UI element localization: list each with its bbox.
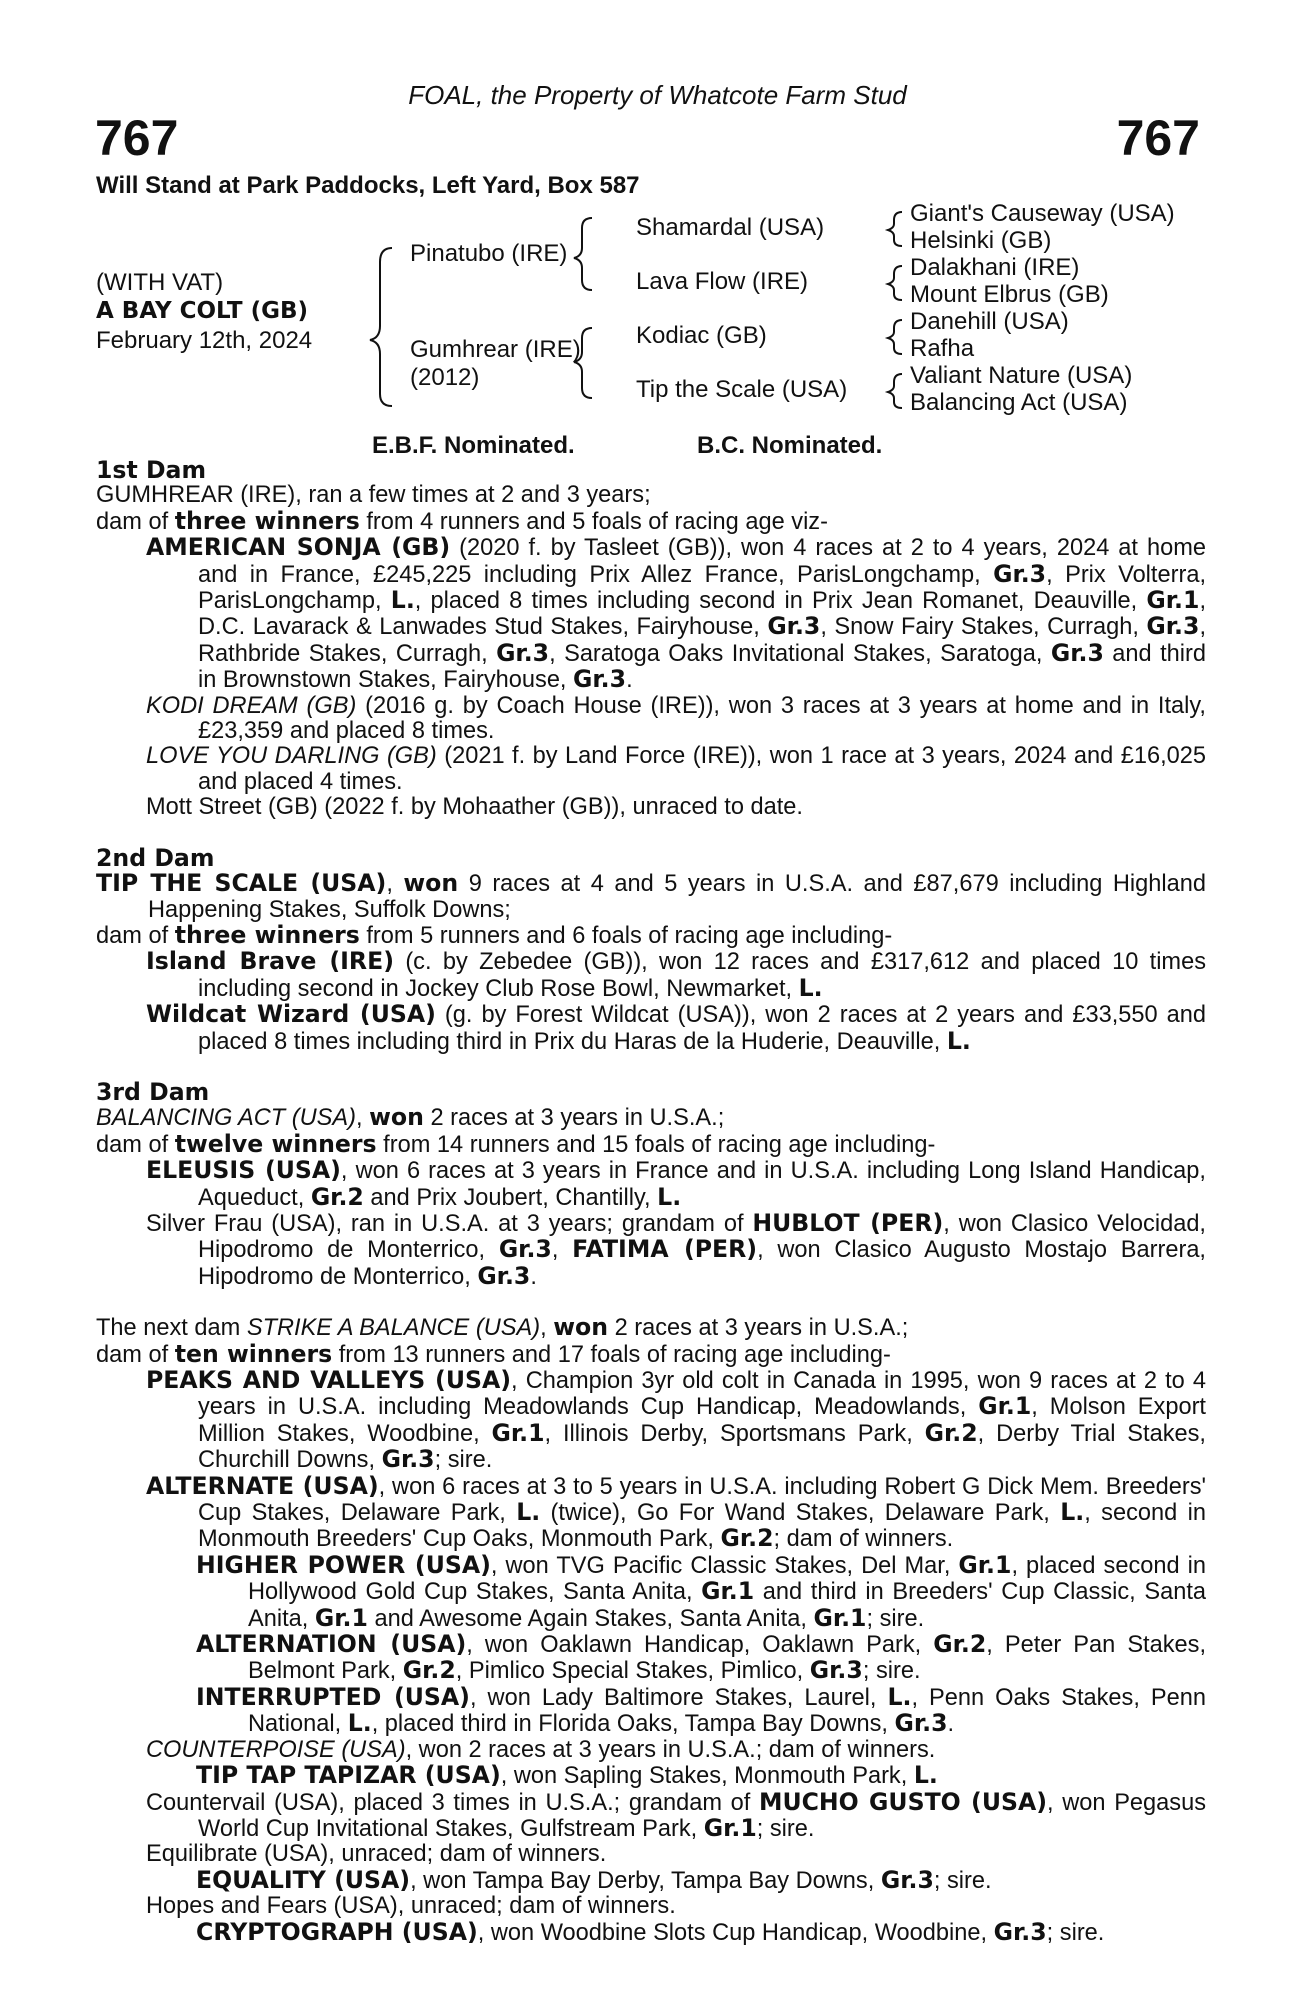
- text: (2020 f. by Tasleet (GB)), won 4 races at 2 to 4 years, 2024 at home and in France, £245,225 including Prix Allez France, ParisLongchamp,: [198, 535, 1206, 588]
- text: Mott Street (GB) (2022 f. by Mohaather (GB)), unraced to date.: [146, 794, 803, 821]
- text: , placed second in Hollywood Gold Cup Stakes, Santa Anita,: [248, 1552, 1206, 1606]
- entry-line: [96, 795, 1206, 820]
- text: , second in Monmouth Breeders' Cup Oaks, Monmouth Park,: [198, 1500, 1206, 1553]
- bold-text: Gr.3: [573, 665, 627, 694]
- text: , Prix Volterra, ParisLongchamp,: [198, 561, 1206, 615]
- bold-text: HUBLOT (PER): [752, 1208, 944, 1237]
- text: , Pimlico Special Stakes, Pimlico,: [455, 1658, 810, 1685]
- bold-text: L.: [390, 586, 415, 615]
- entry-line: [96, 1787, 1207, 1843]
- section-gap: [96, 821, 1206, 846]
- bold-text: three winners: [174, 920, 360, 949]
- text: , won Oaklawn Handicap, Oaklawn Park,: [466, 1632, 934, 1659]
- text: , Champion 3yr old colt in Canada in 1995, won 9 races at 2 to 4 years in U.S.A. including Meadowlands Cup Handicap, Meadowlands,: [198, 1368, 1206, 1421]
- bold-text: Gr.1: [1146, 586, 1200, 615]
- bold-text: Gr.1: [491, 1418, 545, 1447]
- entry-line: [96, 871, 1206, 923]
- text: Silver Frau (USA), ran in U.S.A. at 3 years; grandam of: [146, 1210, 753, 1237]
- lot-number-left: 767: [95, 110, 179, 166]
- italic-text: BALANCING ACT (USA): [96, 1105, 357, 1132]
- text: GUMHREAR (IRE), ran a few times at 2 and 3 years;: [96, 482, 651, 509]
- grandsire-5: Danehill (USA): [910, 308, 1069, 335]
- bold-text: won: [369, 1103, 424, 1132]
- italic-text: LOVE YOU DARLING (GB): [146, 743, 437, 770]
- dam-dam: Tip the Scale (USA): [636, 376, 848, 403]
- bold-text: Gr.3: [809, 1656, 863, 1685]
- bold-text: L.: [347, 1709, 372, 1738]
- text: , Derby Trial Stakes, Churchill Downs,: [198, 1420, 1206, 1474]
- text: , won Woodbine Slots Cup Handicap, Woodbine,: [477, 1919, 994, 1946]
- stabling-location: Will Stand at Park Paddocks, Left Yard, Box 587: [96, 172, 640, 199]
- bold-text: ELEUSIS (USA): [146, 1156, 341, 1185]
- bold-text: L.: [946, 1026, 971, 1055]
- text: (2016 g. by Coach House (IRE)), won 3 races at 3 years at home and in Italy, £23,359 and placed 8 times.: [198, 692, 1206, 745]
- bold-text: Gr.3: [1146, 612, 1200, 641]
- bold-text: INTERRUPTED (USA): [196, 1682, 470, 1711]
- bold-text: L.: [798, 973, 823, 1002]
- text: from 13 runners and 17 foals of racing age including-: [332, 1341, 891, 1368]
- text: ,: [386, 871, 404, 898]
- grandsire-2: Helsinki (GB): [910, 227, 1052, 254]
- entry-line: [96, 920, 1206, 949]
- text: ; sire.: [756, 1815, 815, 1842]
- foaling-date: February 12th, 2024: [96, 327, 313, 354]
- grandsire-7: Valiant Nature (USA): [910, 362, 1133, 389]
- text: ; sire.: [862, 1658, 921, 1685]
- bold-text: L.: [887, 1682, 912, 1711]
- section-gap: [96, 1055, 1206, 1080]
- horse-name: A BAY COLT (GB): [96, 298, 309, 324]
- entry-line: [96, 1763, 1206, 1789]
- bold-text: ten winners: [174, 1339, 333, 1368]
- text: ; sire.: [434, 1447, 493, 1474]
- text: and Prix Joubert, Chantilly,: [363, 1184, 658, 1211]
- bold-text: Gr.3: [477, 1261, 531, 1290]
- bold-text: Wildcat Wizard (USA): [146, 1000, 436, 1029]
- text: , won Clasico Velocidad, Hipodromo de Monterrico,: [198, 1210, 1206, 1264]
- text: .: [626, 667, 633, 694]
- entry-line: [96, 1339, 1206, 1368]
- entry-line: [96, 1550, 1206, 1632]
- entry-line: [96, 1842, 1206, 1867]
- text: , won TVG Pacific Classic Stakes, Del Mar,: [490, 1552, 959, 1579]
- text: (twice), Go For Wand Stakes, Delaware Park,: [540, 1500, 1061, 1527]
- entry-line: [96, 483, 1206, 508]
- bold-text: Gr.3: [381, 1445, 435, 1474]
- bold-text: Gr.1: [958, 1550, 1012, 1579]
- grandsire-3: Dalakhani (IRE): [910, 254, 1080, 281]
- text: Equilibrate (USA), unraced; dam of winners.: [146, 1841, 607, 1868]
- bold-text: three winners: [174, 506, 360, 535]
- text: , won 6 races at 3 to 5 years in U.S.A. including Robert G Dick Mem. Breeders' Cup Stakes, Delaware Park,: [198, 1473, 1207, 1527]
- text: , won 6 races at 3 years in France and in U.S.A. including Long Island Handicap, Aqueduct,: [198, 1158, 1206, 1211]
- text: , placed 8 times including second in Prix Jean Romanet, Deauville,: [414, 588, 1147, 615]
- sire: Pinatubo (IRE): [410, 240, 568, 267]
- entry-line: [96, 1105, 1206, 1131]
- dam: Gumhrear (IRE): [410, 336, 581, 363]
- text: , Penn Oaks Stakes, Penn National,: [248, 1684, 1206, 1738]
- bold-text: Gr.3: [880, 1865, 934, 1894]
- text: ; dam of winners.: [773, 1526, 954, 1553]
- text: , Snow Fairy Stakes, Curragh,: [820, 614, 1147, 641]
- dam-sire: Kodiac (GB): [636, 322, 767, 349]
- bold-text: Gr.3: [993, 559, 1047, 588]
- bold-text: Gr.2: [310, 1182, 364, 1211]
- bold-text: ALTERNATION (USA): [196, 1630, 467, 1659]
- text: , won Lady Baltimore Stakes, Laurel,: [469, 1684, 888, 1711]
- text: , won Pegasus World Cup Invitational Stakes, Gulfstream Park,: [198, 1789, 1207, 1842]
- lot-number-right: 767: [1116, 110, 1200, 166]
- section-heading: 1st Dam: [96, 456, 207, 484]
- text: dam of: [96, 1341, 175, 1368]
- text: 9 races at 4 and 5 years in U.S.A. and £87,679 including Highland Happening Stakes, Suffolk Downs;: [148, 871, 1206, 923]
- bold-text: Gr.2: [933, 1630, 987, 1659]
- text: from 4 runners and 5 foals of racing age viz-: [359, 508, 828, 535]
- text: , won Tampa Bay Derby, Tampa Bay Downs,: [410, 1867, 881, 1894]
- text: ; sire.: [1046, 1919, 1105, 1946]
- text: (g. by Forest Wildcat (USA)), won 2 races at 2 years and £33,550 and placed 8 times including third in Prix du Haras de la Huderie, Deauville,: [198, 1002, 1206, 1055]
- bold-text: L.: [1060, 1498, 1085, 1527]
- bold-text: Gr.1: [813, 1603, 867, 1632]
- entry-line: [96, 744, 1206, 795]
- entry-line: [96, 1894, 1206, 1919]
- dam-year: (2012): [410, 364, 480, 391]
- text: , won Sapling Stakes, Monmouth Park,: [500, 1763, 914, 1790]
- bold-text: Gr.3: [767, 612, 821, 641]
- text: Hopes and Fears (USA), unraced; dam of winners.: [146, 1893, 676, 1920]
- bold-text: Gr.3: [1050, 638, 1104, 667]
- text: , Molson Export Million Stakes, Woodbine,: [198, 1394, 1206, 1447]
- italic-text: COUNTERPOISE (USA): [146, 1736, 406, 1763]
- entry-line: [96, 535, 1206, 693]
- entry-line: [96, 1368, 1206, 1474]
- entry-line: [96, 1129, 1206, 1158]
- italic-text: KODI DREAM (GB): [146, 692, 357, 719]
- bold-text: FATIMA (PER): [572, 1235, 758, 1264]
- bold-text: ALTERNATE (USA): [146, 1471, 379, 1500]
- bold-text: Gr.1: [701, 1577, 755, 1606]
- text: 2 races at 3 years in U.S.A.;: [423, 1105, 725, 1132]
- text: ; sire.: [866, 1605, 925, 1632]
- entry-line: [96, 694, 1206, 745]
- text: , D.C. Lavarack & Lanwades Stud Stakes, Fairyhouse,: [198, 588, 1206, 641]
- entry-line: [96, 949, 1206, 1002]
- entry-line: [96, 1208, 1206, 1290]
- text: ,: [551, 1237, 573, 1264]
- text: .: [530, 1263, 537, 1290]
- text: (2021 f. by Land Force (IRE)), won 1 race at 3 years, 2024 and £16,025 and placed 4 times.: [198, 743, 1206, 795]
- text: (c. by Zebedee (GB)), won 12 races and £317,612 and placed 10 times including second in Jockey Club Rose Bowl, Newmarket,: [198, 949, 1207, 1002]
- text: ,: [356, 1105, 370, 1132]
- bold-text: Gr.3: [498, 1235, 552, 1264]
- text: , won Clasico Augusto Mostajo Barrera, Hipodromo de Monterrico,: [198, 1237, 1206, 1290]
- entry-line: [96, 1315, 1206, 1341]
- grandsire-4: Mount Elbrus (GB): [910, 281, 1109, 308]
- entry-line: [96, 1632, 1206, 1685]
- text: , placed third in Florida Oaks, Tampa Bay Downs,: [371, 1711, 895, 1738]
- bold-text: CRYPTOGRAPH (USA): [196, 1917, 478, 1946]
- text: , won 2 races at 3 years in U.S.A.; dam of winners.: [405, 1736, 936, 1763]
- bold-text: Gr.2: [924, 1418, 978, 1447]
- bold-text: HIGHER POWER (USA): [196, 1550, 491, 1579]
- text: ; sire.: [933, 1867, 992, 1894]
- text: from 14 runners and 15 foals of racing age including-: [376, 1131, 936, 1158]
- text: , Illinois Derby, Sportsmans Park,: [544, 1420, 925, 1447]
- section-heading: 2nd Dam: [96, 843, 215, 872]
- section-gap: [96, 1290, 1206, 1315]
- ebf-nomination: E.B.F. Nominated.: [372, 432, 575, 459]
- bold-text: TIP THE SCALE (USA): [96, 869, 387, 898]
- text: , Saratoga Oaks Invitational Stakes, Saratoga,: [549, 640, 1051, 667]
- grandsire-8: Balancing Act (USA): [910, 389, 1128, 416]
- bold-text: Gr.1: [703, 1813, 757, 1842]
- text: dam of: [96, 508, 175, 535]
- text: and third in Breeders' Cup Classic, Santa Anita,: [248, 1579, 1206, 1632]
- text: 2 races at 3 years in U.S.A.;: [608, 1315, 909, 1342]
- text: , Rathbride Stakes, Curragh,: [198, 614, 1206, 667]
- text: Countervail (USA), placed 3 times in U.S.A.; grandam of: [146, 1789, 759, 1816]
- vat-note: (WITH VAT): [96, 269, 224, 296]
- catalogue-body: [96, 458, 1206, 1946]
- bold-text: won: [553, 1313, 609, 1342]
- entry-line: [96, 1682, 1206, 1738]
- text: from 5 runners and 6 foals of racing age including-: [359, 922, 893, 949]
- entry-line: [96, 1158, 1206, 1211]
- bold-text: Gr.1: [314, 1603, 368, 1632]
- text: , Peter Pan Stakes, Belmont Park,: [248, 1632, 1206, 1685]
- grandsire-6: Rafha: [910, 335, 975, 362]
- text: dam of: [96, 1131, 175, 1158]
- entry-line: [96, 1471, 1207, 1553]
- sire-dam: Lava Flow (IRE): [636, 268, 809, 295]
- text: ,: [540, 1315, 554, 1342]
- bold-text: PEAKS AND VALLEYS (USA): [146, 1366, 512, 1394]
- bold-text: L.: [657, 1182, 682, 1211]
- bold-text: L.: [913, 1761, 938, 1790]
- text: The next dam: [96, 1315, 247, 1342]
- bold-text: Gr.3: [894, 1709, 948, 1738]
- bold-text: twelve winners: [174, 1129, 377, 1158]
- italic-text: STRIKE A BALANCE (USA): [246, 1315, 541, 1342]
- text: dam of: [96, 922, 175, 949]
- text: and third in Brownstown Stakes, Fairyhouse,: [198, 640, 1206, 694]
- bold-text: L.: [516, 1498, 541, 1527]
- bold-text: Island Brave (IRE): [146, 947, 395, 976]
- entry-line: [96, 506, 1206, 535]
- bold-text: AMERICAN SONJA (GB): [146, 533, 451, 562]
- bold-text: Gr.1: [978, 1392, 1032, 1421]
- bc-nomination: B.C. Nominated.: [697, 432, 883, 459]
- entry-line: [96, 1917, 1206, 1946]
- section-heading: 3rd Dam: [96, 1077, 210, 1106]
- bold-text: EQUALITY (USA): [196, 1865, 411, 1894]
- bold-text: won: [403, 869, 459, 898]
- entry-line: [96, 1738, 1206, 1763]
- text: and Awesome Again Stakes, Santa Anita,: [367, 1605, 814, 1632]
- entry-line: [96, 1865, 1206, 1894]
- sire-sire: Shamardal (USA): [636, 214, 825, 241]
- bold-text: TIP TAP TAPIZAR (USA): [196, 1761, 501, 1790]
- text: .: [947, 1711, 955, 1738]
- entry-line: [96, 1002, 1206, 1055]
- page-subtitle: FOAL, the Property of Whatcote Farm Stud: [408, 80, 907, 110]
- bold-text: Gr.3: [993, 1917, 1047, 1946]
- bold-text: Gr.3: [496, 638, 550, 667]
- grandsire-1: Giant's Causeway (USA): [910, 200, 1175, 227]
- bold-text: Gr.2: [402, 1656, 456, 1685]
- bold-text: Gr.2: [720, 1524, 774, 1553]
- bold-text: MUCHO GUSTO (USA): [758, 1787, 1048, 1816]
